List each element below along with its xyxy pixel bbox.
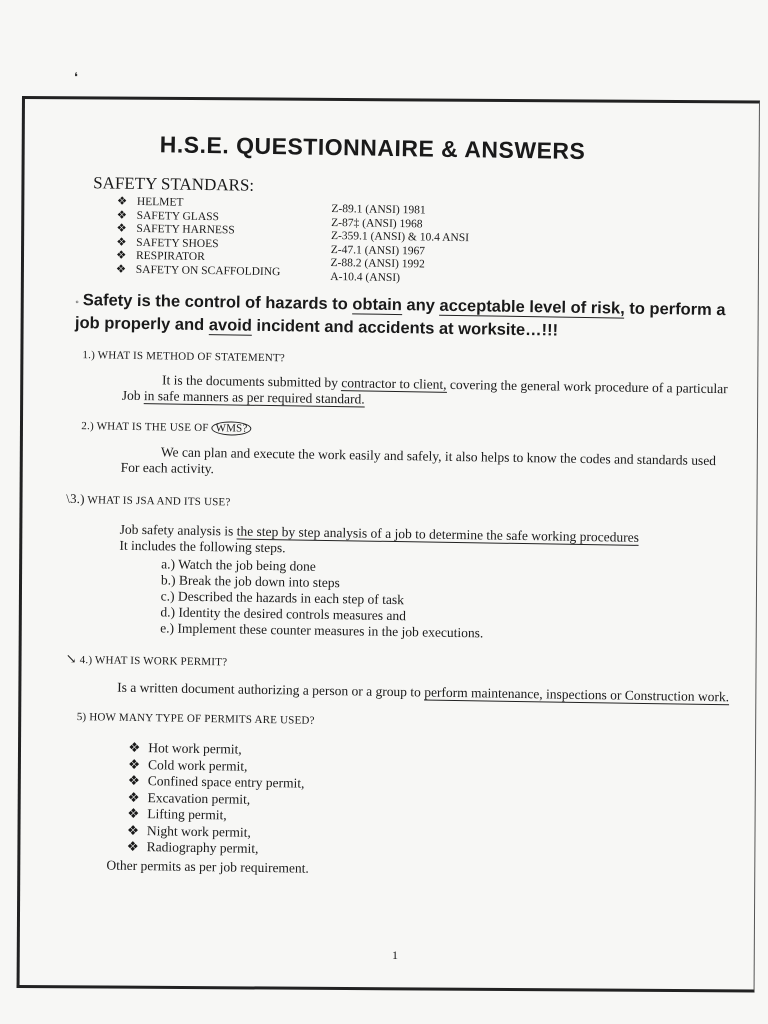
standard-code: Z-359.1 (ANSI) & 10.4 ANSI [330, 229, 470, 245]
standard-code: A-10.4 (ANSI) [330, 270, 401, 284]
question-1: 1.) WHAT IS METHOD OF STATEMENT? [82, 349, 286, 365]
answer-text: We can plan and execute the work easily and safely, it also helps to know the codes and standards used [160, 444, 717, 469]
diamond-bullet-icon: ❖ [127, 772, 141, 789]
definition-text: incident and accidents at worksite…!!! [251, 316, 559, 340]
diamond-bullet-icon: ❖ [116, 195, 128, 208]
definition-text: any [401, 296, 440, 315]
diamond-bullet-icon: ❖ [116, 209, 128, 222]
standard-code: Z-88.2 (ANSI) 1992 [330, 256, 425, 271]
diamond-bullet-icon: ❖ [127, 756, 141, 772]
document-title: H.S.E. QUESTIONNAIRE & ANSWERS [159, 131, 586, 164]
other-permits-note: Other permits as per job requirement. [106, 857, 309, 876]
permit-name: Confined space entry permit, [147, 773, 305, 791]
list-item: a.) Watch the job being done [161, 556, 316, 574]
diamond-bullet-icon: ❖ [116, 236, 127, 249]
underlined-text: in safe manners as per required standard. [143, 388, 365, 407]
permit-name: Radiography permit, [146, 839, 259, 856]
standards-list [116, 196, 282, 284]
definition-text: Safety is the control of hazards to [82, 291, 353, 314]
permits-list [127, 740, 729, 865]
question-3 [66, 491, 732, 517]
question-5: 5) HOW MANY TYPE OF PERMITS ARE USED? [76, 711, 315, 727]
standard-code: Z-87‡ (ANSI) 1968 [331, 216, 423, 230]
standard-name: SAFETY GLASS [136, 209, 220, 223]
bullet-icon: ◦ [75, 296, 79, 309]
question-text: 2.) WHAT IS THE USE OF [81, 420, 212, 435]
diamond-bullet-icon: ❖ [126, 838, 139, 855]
page-number: 1 [392, 948, 398, 962]
permit-name: Night work permit, [146, 822, 251, 840]
underlined-text: acceptable level of risk, [439, 296, 625, 318]
standard-name: SAFETY ON SCAFFOLDING [135, 263, 281, 278]
circled-text: WMS? [211, 421, 251, 436]
standard-code: Z-47.1 (ANSI) 1967 [330, 243, 426, 257]
list-item: c.) Described the hazards in each step of task [160, 588, 405, 608]
handwritten-mark: \3.) [66, 490, 85, 507]
answer-2 [121, 444, 733, 486]
diamond-bullet-icon: ❖ [128, 739, 141, 756]
answer-text: For each activity. [120, 459, 215, 477]
answer-text: It is the documents submitted by [161, 372, 342, 391]
safety-standards-section [76, 173, 738, 290]
standards-heading: SAFETY STANDARS: [93, 173, 255, 195]
answer-text: covering the general work procedure of a particular [446, 376, 728, 397]
permit-name: Cold work permit, [147, 756, 248, 774]
standard-name: RESPIRATOR [135, 249, 205, 264]
standard-item [116, 263, 281, 279]
list-item: d.) Identity the desired controls measures and [160, 604, 407, 624]
underlined-text: contractor to client, [341, 375, 447, 392]
permit-name: Excavation permit, [147, 789, 251, 807]
permit-name: Lifting permit, [147, 806, 227, 823]
question-4 [66, 651, 730, 677]
jsa-steps-list [160, 556, 731, 645]
answer-text: Job safety analysis is [119, 521, 237, 539]
answer-text: Is a written document authorizing a person or a group to [117, 679, 425, 700]
definition-text: to perform a job properly and [74, 299, 726, 335]
answer-4 [117, 680, 729, 706]
question-2 [81, 419, 733, 443]
safety-definition [75, 290, 736, 343]
standard-name: HELMET [136, 195, 184, 209]
answer-1 [122, 372, 734, 414]
question-text: WHAT IS JSA AND ITS USE? [84, 494, 231, 509]
standard-name: SAFETY HARNESS [136, 222, 235, 237]
diamond-bullet-icon: ❖ [115, 249, 127, 262]
handwritten-mark: ↘ [65, 650, 77, 667]
underlined-text: perform maintenance, inspections or Construction work. [424, 684, 730, 705]
underlined-text: obtain [352, 295, 403, 315]
question-text: 4.) WHAT IS WORK PERMIT? [76, 654, 228, 669]
underlined-text: avoid [208, 316, 253, 335]
standard-name: SAFETY SHOES [136, 236, 219, 250]
answer-text: Job [121, 387, 145, 404]
diamond-bullet-icon: ❖ [127, 805, 140, 822]
permit-name: Hot work permit, [148, 740, 242, 757]
list-item: e.) Implement these counter measures in the job executions. [160, 620, 484, 641]
standard-code: Z-89.1 (ANSI) 1981 [331, 202, 426, 217]
diamond-bullet-icon: ❖ [116, 222, 127, 235]
document-body [66, 130, 738, 883]
diamond-bullet-icon: ❖ [126, 822, 140, 838]
list-item: b.) Break the job down into steps [160, 572, 340, 591]
underlined-text: the step by step analysis of a job to determine the safe working procedures [236, 523, 640, 545]
diamond-bullet-icon: ❖ [115, 263, 127, 276]
scan-speck: ❛ [74, 70, 78, 84]
standards-codes [330, 199, 469, 286]
diamond-bullet-icon: ❖ [127, 789, 140, 805]
answer-text: It includes the following steps. [119, 537, 286, 556]
